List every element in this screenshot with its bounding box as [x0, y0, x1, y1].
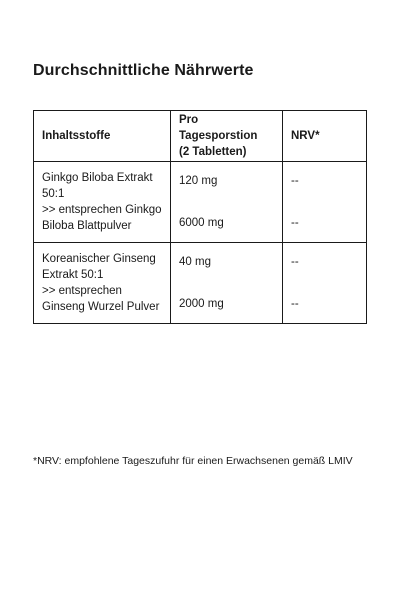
nrv-value: -- — [291, 256, 299, 268]
ingredient-name: Ginkgo Biloba Extrakt 50:1 — [42, 172, 153, 200]
nrv-equivalent-value: -- — [291, 217, 299, 229]
table-header-row — [34, 111, 367, 162]
amount-cell — [171, 162, 283, 243]
ingredient-cell — [34, 162, 171, 243]
amount-equivalent-value: 6000 mg — [179, 217, 224, 229]
header-nrv-label: NRV* — [291, 130, 320, 142]
ingredient-equivalent: >> entsprechen Ginseng Wurzel Pulver — [42, 285, 160, 313]
header-amount — [171, 111, 283, 162]
table-row-ginkgo — [34, 162, 367, 243]
nrv-cell — [283, 162, 367, 243]
nrv-footnote: *NRV: empfohlene Tageszufuhr für einen Erwachsenen gemäß LMIV — [33, 455, 353, 467]
nutrition-table — [33, 110, 367, 324]
ingredient-name: Koreanischer Ginseng Extrakt 50:1 — [42, 253, 156, 281]
header-amount-line2: (2 Tabletten) — [179, 146, 247, 158]
amount-value: 40 mg — [179, 256, 211, 268]
header-amount-line1: Pro Tagesporstion — [179, 114, 258, 142]
ingredient-equivalent: >> entsprechen Ginkgo Biloba Blattpulver — [42, 204, 162, 232]
header-nrv — [283, 111, 367, 162]
ingredient-cell — [34, 243, 171, 324]
amount-value: 120 mg — [179, 175, 218, 187]
header-ingredient-label: Inhaltsstoffe — [42, 130, 111, 142]
page-title: Durchschnittliche Nährwerte — [33, 62, 254, 79]
nrv-equivalent-value: -- — [291, 298, 299, 310]
header-ingredient — [34, 111, 171, 162]
nrv-cell — [283, 243, 367, 324]
amount-equivalent-value: 2000 mg — [179, 298, 224, 310]
nrv-value: -- — [291, 175, 299, 187]
amount-cell — [171, 243, 283, 324]
table-row-ginseng — [34, 243, 367, 324]
